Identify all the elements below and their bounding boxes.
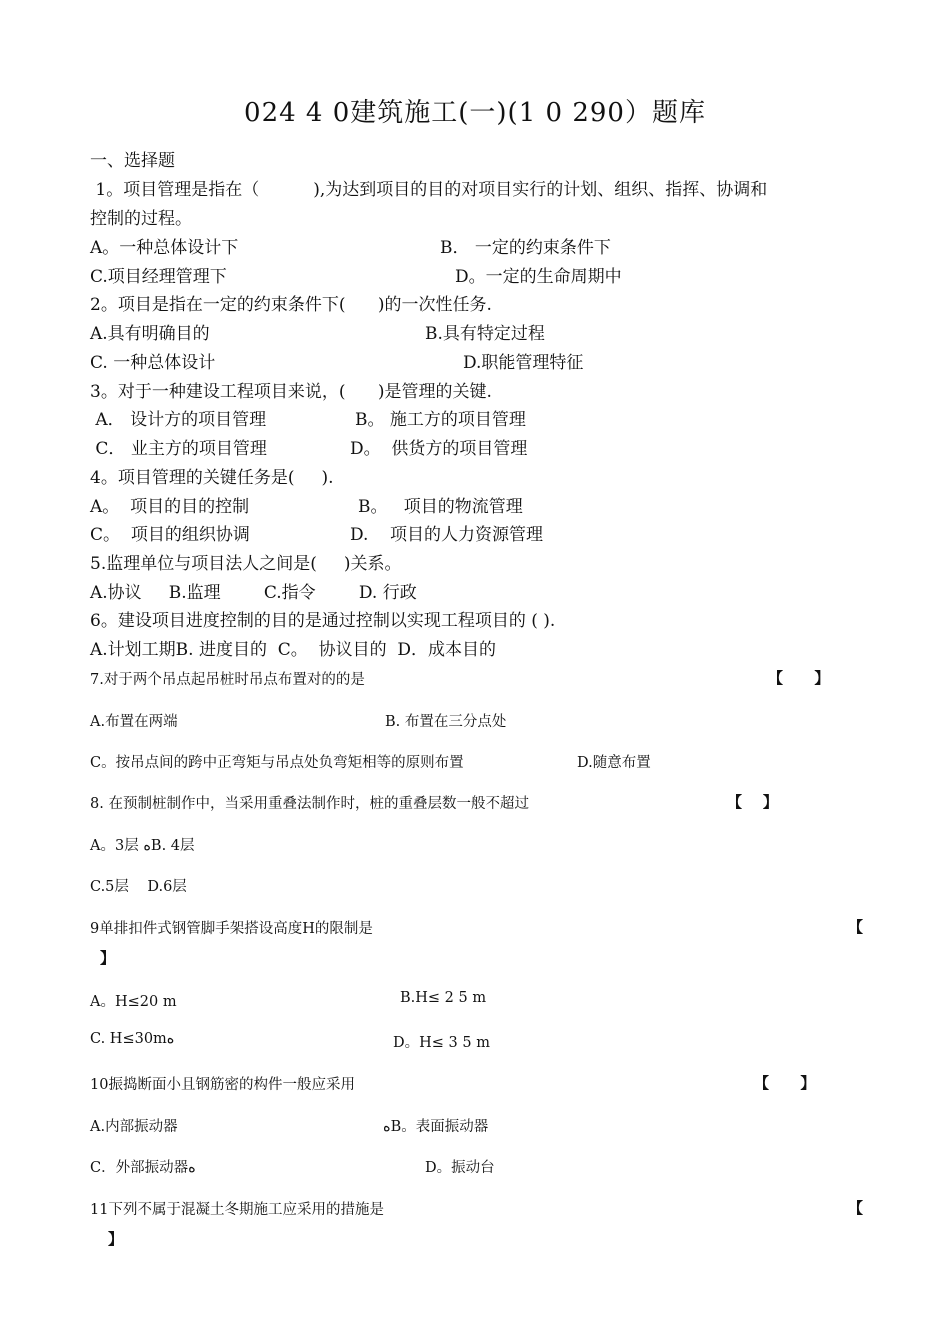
question-11-bracket-close: 】 bbox=[108, 1230, 124, 1248]
question-7-answer-bracket: 【 】 bbox=[768, 669, 830, 687]
question-2-option-c: C. 一种总体设计 bbox=[90, 353, 216, 373]
page-title: 024 4 0建筑施工(一)(1 0 290）题库 bbox=[244, 98, 706, 128]
question-5-stem: 5.监理单位与项目法人之间是( )关系。 bbox=[90, 554, 402, 574]
question-9-bracket-close: 】 bbox=[100, 949, 116, 967]
question-5-options: A.协议 B.监理 C.指令 D. 行政 bbox=[90, 583, 417, 603]
question-8-options-ab: A。3层 ﻩB. 4层 bbox=[90, 838, 195, 854]
question-9-option-c: C. H≤30mﻩ bbox=[90, 1031, 175, 1047]
question-9-bracket-open: 【 bbox=[848, 918, 864, 936]
question-2-option-b: B.具有特定过程 bbox=[425, 324, 545, 344]
question-4-option-d: D. 项目的人力资源管理 bbox=[350, 525, 544, 545]
question-8-stem: 8. 在预制桩制作中，当采用重叠法制作时，桩的重叠层数一般不超过 bbox=[90, 796, 529, 812]
question-10-answer-bracket: 【 】 bbox=[754, 1074, 816, 1092]
question-1-option-b: B． 一定的约束条件下 bbox=[440, 238, 611, 258]
question-10-option-a: A.内部振动器 bbox=[90, 1119, 178, 1135]
question-1-option-d: D。一定的生命周期中 bbox=[455, 267, 622, 287]
question-3-stem: 3。对于一种建设工程项目来说，( )是管理的关键. bbox=[90, 382, 492, 402]
question-10-option-c: C．外部振动器ﻩ bbox=[90, 1160, 196, 1176]
question-2-stem: 2。项目是指在一定的约束条件下( )的一次性任务. bbox=[90, 295, 492, 315]
question-11-bracket-open: 【 bbox=[848, 1199, 864, 1217]
question-8-answer-bracket: 【 】 bbox=[727, 793, 778, 811]
question-1-stem-line1: 1。项目管理是指在（ ),为达到项目的目的对项目实行的计划、组织、指挥、协调和 bbox=[90, 180, 768, 200]
question-10-option-b: ﻩB。表面振动器 bbox=[383, 1119, 489, 1135]
question-6-options: A.计划工期B. 进度目的 C。 协议目的 D．成本目的 bbox=[90, 640, 497, 660]
question-11-stem: 11下列不属于混凝土冬期施工应采用的措施是 bbox=[90, 1202, 384, 1218]
question-9-option-b: B.H≤ 2 5 m bbox=[400, 990, 487, 1006]
question-3-option-a: A． 设计方的项目管理 bbox=[90, 410, 267, 430]
question-8-options-cd: C.5层 D.6层 bbox=[90, 879, 187, 895]
question-10-option-d: D。振动台 bbox=[425, 1160, 495, 1176]
question-4-option-a: A。 项目的目的控制 bbox=[90, 497, 250, 517]
question-3-option-c: C． 业主方的项目管理 bbox=[90, 439, 267, 459]
question-7-option-a: A.布置在两端 bbox=[90, 714, 178, 730]
question-3-option-b: B。 施工方的项目管理 bbox=[355, 410, 526, 430]
question-4-option-c: C。 项目的组织协调 bbox=[90, 525, 250, 545]
section-heading: 一、选择题 bbox=[90, 151, 175, 171]
question-3-option-d: D。 供货方的项目管理 bbox=[350, 439, 528, 459]
question-7-option-b: B. 布置在三分点处 bbox=[385, 714, 507, 730]
question-7-option-c: C。按吊点间的跨中正弯矩与吊点处负弯矩相等的原则布置 bbox=[90, 755, 464, 771]
question-9-option-a: A。H≤20 m bbox=[90, 994, 177, 1010]
question-2-option-a: A.具有明确目的 bbox=[90, 324, 210, 344]
question-7-option-d: D.随意布置 bbox=[577, 755, 651, 771]
question-4-option-b: B。 项目的物流管理 bbox=[358, 497, 523, 517]
question-9-stem: 9单排扣件式钢管脚手架搭设高度H的限制是 bbox=[90, 921, 373, 937]
question-1-option-a: A。一种总体设计下 bbox=[90, 238, 239, 258]
question-6-stem: 6。建设项目进度控制的目的是通过控制以实现工程项目的 ( ). bbox=[90, 611, 556, 631]
question-4-stem: 4。项目管理的关键任务是( ). bbox=[90, 468, 334, 488]
question-2-option-d: D.职能管理特征 bbox=[463, 353, 584, 373]
question-9-option-d: D。H≤ 3 5 m bbox=[393, 1035, 490, 1051]
question-10-stem: 10振捣断面小且钢筋密的构件一般应采用 bbox=[90, 1077, 355, 1093]
question-7-stem: 7.对于两个吊点起吊桩时吊点布置对的的是 bbox=[90, 672, 365, 688]
question-1-stem-line2: 控制的过程。 bbox=[90, 209, 192, 229]
question-1-option-c: C.项目经理管理下 bbox=[90, 267, 227, 287]
